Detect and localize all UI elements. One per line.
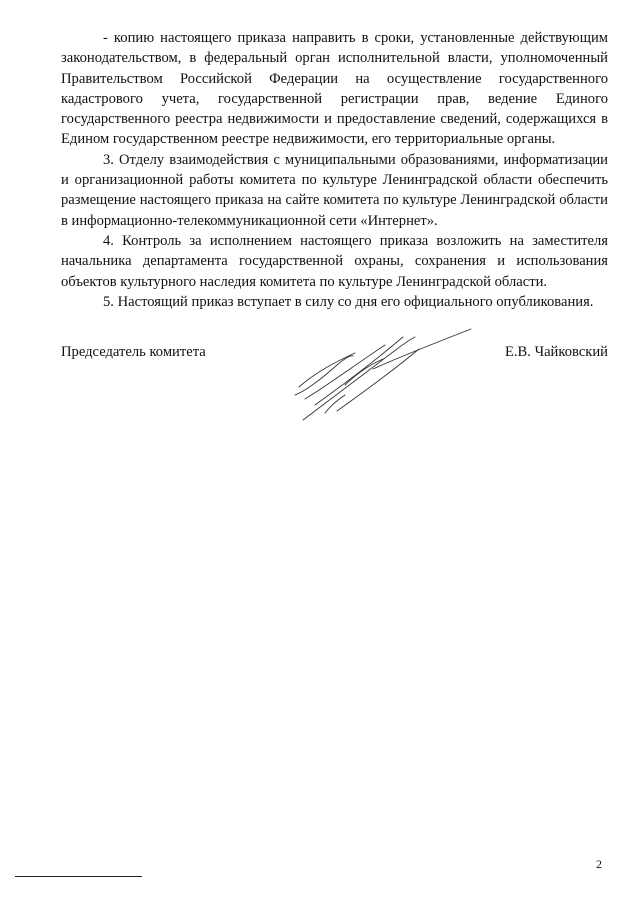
paragraph-item-5: 5. Настоящий приказ вступает в силу со дня его официального опубликования. <box>103 293 594 310</box>
signatory-title: Председатель комитета <box>61 344 206 360</box>
page-number: 2 <box>596 857 602 871</box>
paragraph-item-4: 4. Контроль за исполнением настоящего приказа возложить на заместителя начальника департамента государственной охраны, сохранения и использования объектов культурного наследия комитета по культуре Ленинградской области. <box>61 232 608 290</box>
handwritten-signature <box>285 325 475 425</box>
signatory-name: Е.В. Чайковский <box>504 344 608 360</box>
footnote-divider <box>15 876 142 877</box>
paragraph-item-3: 3. Отделу взаимодействия с муниципальными образованиями, информатизации и организационной работы комитета по культуре Ленинградской области обеспечить размещение настоящего приказа на сайте комитета по культуре Ленинградской области в информационно-телекоммуникационной сети «Интернет». <box>61 151 608 229</box>
paragraph-copy-order: - копию настоящего приказа направить в сроки, установленные действующим законодательством, в федеральный орган исполнительной власти, уполномоченный Правительством Российской Федерации на осуществление государственного кадастрового учета, государственной регистрации прав, ведение Единого государственного реестра недвижимости и предоставление сведений, содержащихся в Едином государственном реестре недвижимости, его территориальные органы. <box>61 30 608 148</box>
document-body <box>61 28 608 312</box>
